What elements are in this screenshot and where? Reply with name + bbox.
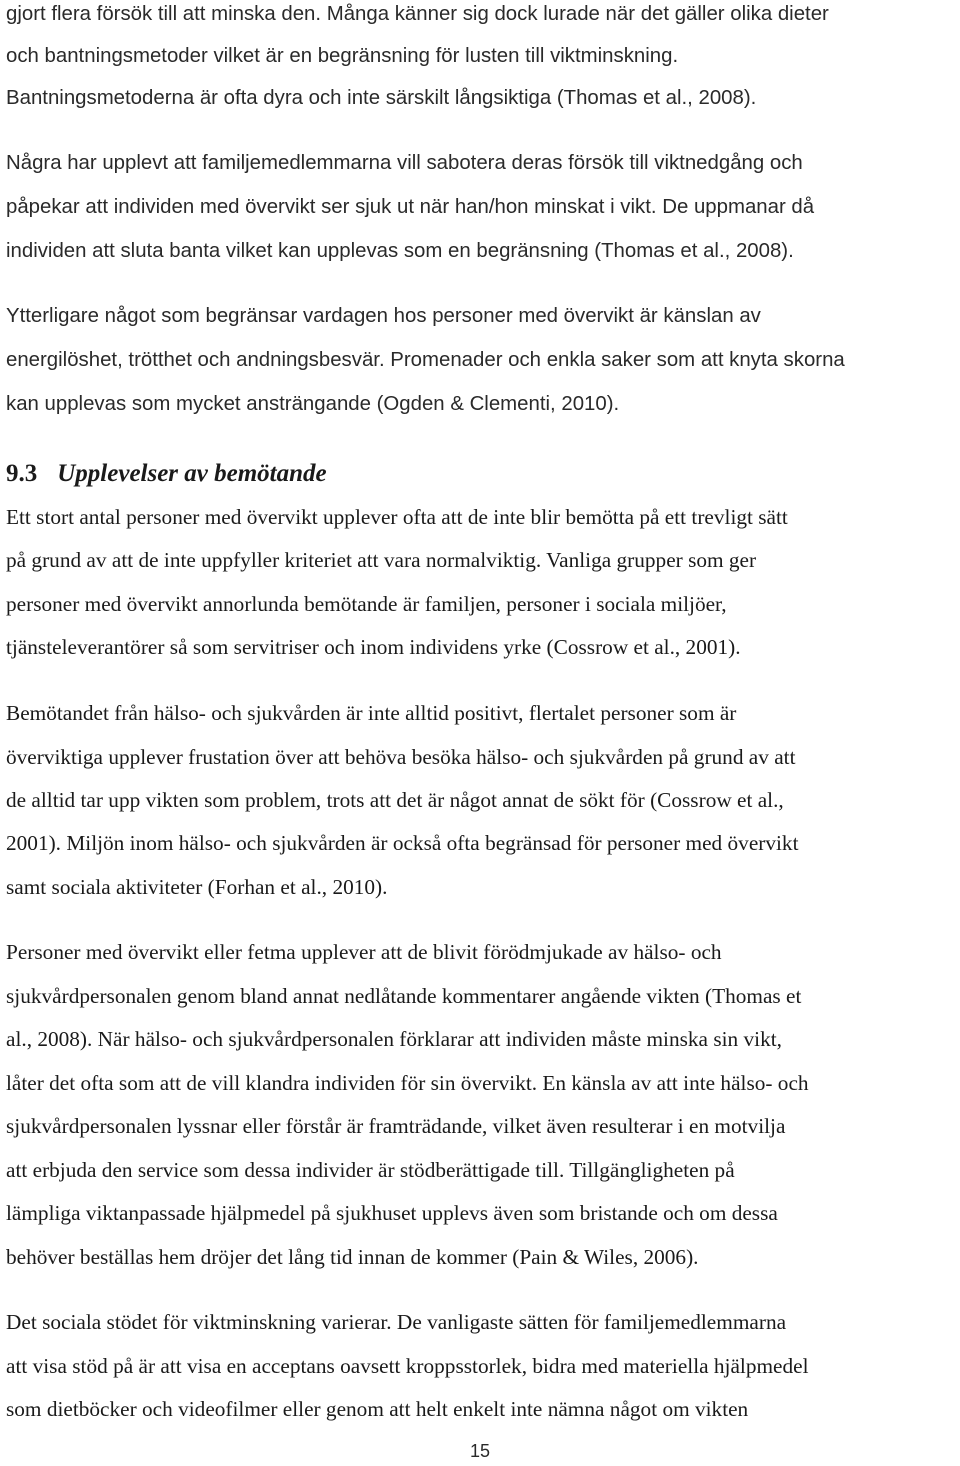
- body-text-line: lämpliga viktanpassade hjälpmedel på sjukhuset upplevs även som bristande och om dessa: [6, 1201, 778, 1225]
- body-text-line: 2001). Miljön inom hälso- och sjukvården är också ofta begränsad för personer med övervikt: [6, 831, 799, 855]
- body-text-line: påpekar att individen med övervikt ser sjuk ut när han/hon minskat i vikt. De uppmanar då: [6, 196, 815, 218]
- body-text-line: gjort flera försök till att minska den. Många känner sig dock lurade när det gäller olika dieter: [6, 3, 829, 25]
- section-heading: [6, 459, 327, 489]
- section-number: 9.3: [6, 460, 38, 487]
- body-text-line: Ytterligare något som begränsar vardagen hos personer med övervikt är känslan av: [6, 305, 761, 327]
- body-text-line: personer med övervikt annorlunda bemötande är familjen, personer i sociala miljöer,: [6, 592, 727, 616]
- body-text-line: tjänsteleverantörer så som servitriser och inom individens yrke (Cossrow et al., 2001).: [6, 635, 741, 659]
- body-text-line: låter det ofta som att de vill klandra individen för sin övervikt. En känsla av att inte hälso- och: [6, 1071, 809, 1095]
- body-text-line: sjukvårdpersonalen lyssnar eller förstår är framträdande, vilket även resulterar i en motvilja: [6, 1114, 786, 1138]
- body-text-line: al., 2008). När hälso- och sjukvårdpersonalen förklarar att individen måste minska sin vikt,: [6, 1027, 782, 1051]
- body-text-line: de alltid tar upp vikten som problem, trots att det är något annat de sökt för (Cossrow et al.,: [6, 788, 784, 812]
- body-text-line: individen att sluta banta vilket kan upplevas som en begränsning (Thomas et al., 2008).: [6, 240, 794, 262]
- body-text-line: behöver beställas hem dröjer det lång tid innan de kommer (Pain & Wiles, 2006).: [6, 1245, 699, 1269]
- page-number: 15: [469, 1441, 491, 1461]
- body-text-line: samt sociala aktiviteter (Forhan et al., 2010).: [6, 875, 388, 899]
- body-text-line: Ett stort antal personer med övervikt upplever ofta att de inte blir bemötta på ett trevligt sätt: [6, 505, 788, 529]
- body-text-line: Personer med övervikt eller fetma upplever att de blivit förödmjukade av hälso- och: [6, 940, 722, 964]
- body-text-line: att visa stöd på är att visa en acceptans oavsett kroppsstorlek, bidra med materiella hjälpmedel: [6, 1354, 809, 1378]
- body-text-line: att erbjuda den service som dessa individer är stödberättigade till. Tillgängligheten på: [6, 1158, 735, 1182]
- body-text-line: kan upplevas som mycket ansträngande (Ogden & Clementi, 2010).: [6, 393, 620, 415]
- body-text-line: Några har upplevt att familjemedlemmarna vill sabotera deras försök till viktnedgång och: [6, 152, 803, 174]
- body-text-line: Det sociala stödet för viktminskning varierar. De vanligaste sätten för familjemedlemmarna: [6, 1310, 787, 1334]
- body-text-line: på grund av att de inte uppfyller kriteriet att vara normalviktig. Vanliga grupper som ger: [6, 548, 757, 572]
- section-title: Upplevelser av bemötande: [57, 460, 327, 487]
- body-text-line: överviktiga upplever frustation över att behöva besöka hälso- och sjukvården på grund av att: [6, 745, 796, 769]
- body-text-line: Bemötandet från hälso- och sjukvården är inte alltid positivt, flertalet personer som är: [6, 701, 737, 725]
- body-text-line: sjukvårdpersonalen genom bland annat nedlåtande kommentarer angående vikten (Thomas et: [6, 984, 802, 1008]
- body-text-line: energilöshet, trötthet och andningsbesvär. Promenader och enkla saker som att knyta skorna: [6, 349, 845, 371]
- body-text-line: och bantningsmetoder vilket är en begränsning för lusten till viktminskning.: [6, 45, 679, 67]
- body-text-line: Bantningsmetoderna är ofta dyra och inte särskilt långsiktiga (Thomas et al., 2008).: [6, 87, 757, 109]
- body-text-line: som dietböcker och videofilmer eller genom att helt enkelt inte nämna något om vikten: [6, 1397, 749, 1421]
